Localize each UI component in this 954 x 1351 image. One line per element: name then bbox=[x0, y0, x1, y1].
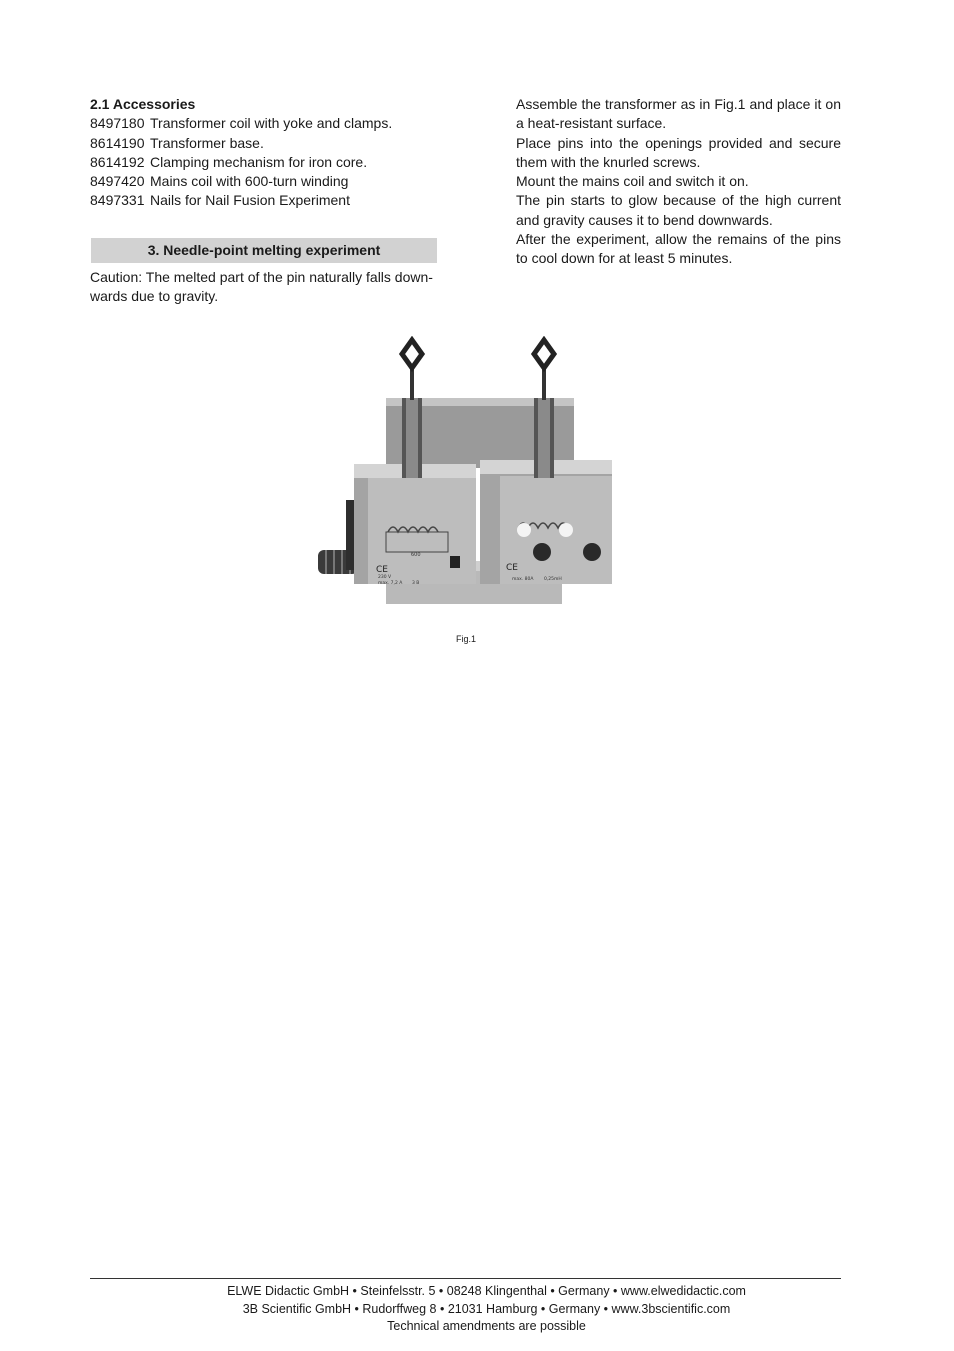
accessories-heading: 2.1 Accessories bbox=[90, 96, 196, 112]
section-heading: 3. Needle-point melting experiment bbox=[91, 238, 437, 263]
clamp-right bbox=[534, 340, 554, 478]
accessory-item bbox=[90, 153, 438, 172]
footer-divider bbox=[90, 1278, 841, 1279]
knurled-screw-right bbox=[583, 543, 601, 561]
current-label: max. 7,2 A bbox=[378, 581, 403, 586]
inductance-label: 0,25mH bbox=[544, 577, 562, 582]
figure-caption: Fig.1 bbox=[456, 634, 477, 644]
ce-mark-right: CE bbox=[506, 563, 518, 573]
pin-opening-right bbox=[559, 523, 573, 537]
accessory-desc: Transformer base. bbox=[150, 134, 264, 151]
logo-badge bbox=[450, 556, 460, 568]
accessory-desc: Nails for Nail Fusion Experiment bbox=[150, 192, 350, 209]
max-current-label: max. 80A bbox=[512, 577, 534, 582]
high-current-coil bbox=[480, 460, 612, 584]
footer-line-2: 3B Scientific GmbH • Rudorffweg 8 • 21031 Hamburg • Germany • www.3bscientific.com bbox=[242, 1301, 731, 1316]
accessory-desc: Transformer coil with yoke and clamps. bbox=[150, 115, 393, 132]
accessories-section bbox=[90, 95, 438, 211]
accessory-desc: Mains coil with 600-turn winding bbox=[150, 173, 349, 190]
accessory-item bbox=[90, 114, 438, 133]
instruction-paragraph: Place pins into the openings provided and secure them with the knurled screws. bbox=[516, 134, 841, 170]
instructions bbox=[516, 95, 841, 269]
accessory-code: 8614192 bbox=[90, 153, 145, 170]
ce-mark-left: CE bbox=[376, 565, 388, 575]
instruction-paragraph: The pin starts to glow because of the high current and gravity causes it to bend downwards. bbox=[516, 192, 841, 228]
accessory-code: 8614190 bbox=[90, 134, 145, 151]
accessory-item bbox=[90, 172, 438, 191]
clamp-left bbox=[402, 340, 422, 478]
footer-line-1: ELWE Didactic GmbH • Steinfelsstr. 5 • 08248 Klingenthal • Germany • www.elwedidactic.com bbox=[227, 1284, 746, 1298]
footer bbox=[90, 1283, 883, 1336]
turns-label: 600 bbox=[411, 552, 421, 558]
instruction-paragraph: After the experiment, allow the remains of the pins to cool down for at least 5 minutes. bbox=[516, 231, 841, 267]
voltage-label: 230 V bbox=[378, 575, 392, 580]
accessory-code: 8497180 bbox=[90, 115, 145, 132]
instruction-paragraph: Mount the mains coil and switch it on. bbox=[516, 173, 749, 190]
brand-label: 3 B bbox=[412, 581, 420, 586]
footer-line-3: Technical amendments are possible bbox=[387, 1319, 586, 1334]
clamp-handle-icon bbox=[534, 340, 554, 368]
accessory-code: 8497420 bbox=[90, 173, 145, 190]
transformer-figure bbox=[316, 336, 616, 608]
accessory-item bbox=[90, 134, 438, 153]
pin-opening-left bbox=[517, 523, 531, 537]
knurled-screw-left bbox=[533, 543, 551, 561]
accessory-item bbox=[90, 191, 438, 210]
caution-text: Caution: The melted part of the pin naturally falls downwards due to gravity. bbox=[90, 269, 433, 305]
accessory-code: 8497331 bbox=[90, 192, 145, 209]
clamp-handle-icon bbox=[402, 340, 422, 368]
accessory-desc: Clamping mechanism for iron core. bbox=[150, 153, 368, 170]
mains-coil bbox=[354, 464, 476, 586]
instruction-paragraph: Assemble the transformer as in Fig.1 and place it on a heat-resistant surface. bbox=[516, 96, 841, 132]
